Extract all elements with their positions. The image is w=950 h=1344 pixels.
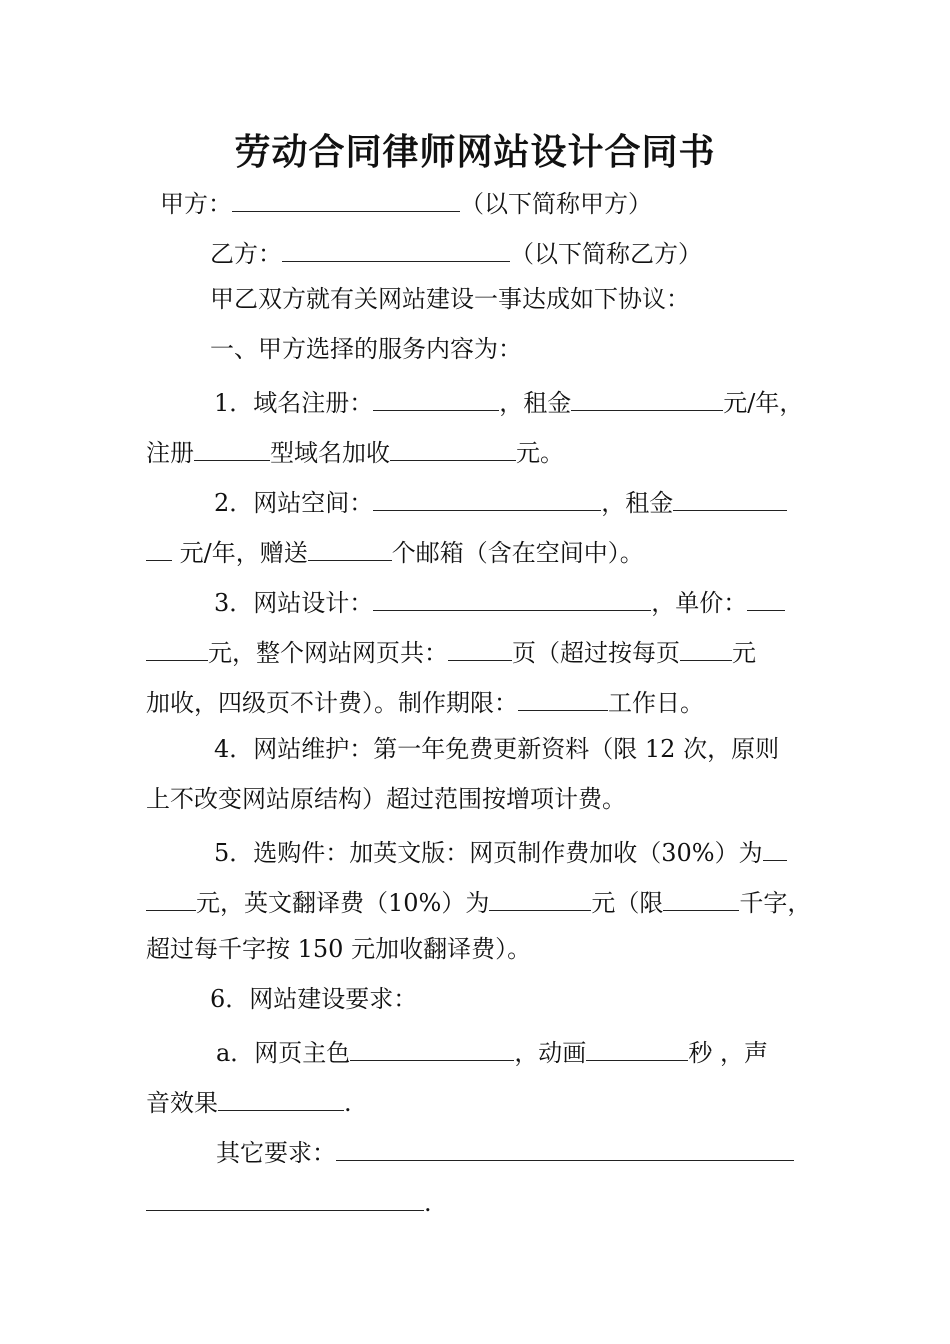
domain-blank[interactable]	[373, 384, 499, 411]
extra-page-price-blank[interactable]	[680, 634, 732, 661]
item1-label: 1．域名注册：	[214, 389, 374, 417]
item6a-end: .	[344, 1089, 352, 1117]
item3-line2	[146, 634, 756, 668]
item2-line1	[214, 484, 787, 518]
main-color-blank[interactable]	[350, 1034, 514, 1061]
document-title: 劳动合同律师网站设计合同书	[234, 131, 716, 173]
item1-register-label: 注册	[146, 439, 194, 467]
item3-extra-label: 页（超过按每页	[512, 639, 680, 667]
item3-line3	[146, 684, 704, 718]
item3-deadline-unit: 工作日。	[608, 689, 704, 717]
translate-fee-blank[interactable]	[489, 884, 591, 911]
item6a-seconds: 秒 ，声	[688, 1039, 768, 1067]
item1-extra-unit: 元。	[516, 439, 564, 467]
item5-limit-label: 元（限	[591, 889, 664, 917]
item5-line1	[214, 834, 787, 868]
item4-line2: 上不改变网站原结构）超过范围按增项计费。	[146, 785, 626, 813]
item3-extra-unit: 元	[732, 639, 756, 667]
item1-line1	[214, 384, 803, 418]
party-b-suffix: （以下简称乙方）	[510, 240, 702, 268]
limit-blank[interactable]	[663, 884, 739, 911]
other-line2	[146, 1184, 432, 1218]
other-label: 其它要求：	[216, 1139, 336, 1167]
item6a-sound-label: 音效果	[146, 1089, 218, 1117]
item6a-color-label: a．网页主色	[216, 1039, 351, 1067]
price-blank[interactable]	[747, 584, 785, 611]
english-fee-blank-cont[interactable]	[146, 884, 196, 911]
mailbox-count-blank[interactable]	[308, 534, 392, 561]
item6-heading: 6．网站建设要求：	[210, 985, 418, 1013]
party-b-label: 乙方：	[210, 240, 282, 268]
other-blank-cont[interactable]	[146, 1184, 424, 1211]
domain-type-blank[interactable]	[194, 434, 270, 461]
item2-mailbox-text: 个邮箱（含在空间中）。	[391, 539, 644, 567]
party-b-blank[interactable]	[282, 235, 510, 262]
item5-translate-label: 元，英文翻译费（10%）为	[196, 889, 490, 917]
domain-extra-blank[interactable]	[390, 434, 516, 461]
item2-line2	[146, 534, 644, 568]
party-a-suffix: （以下简称甲方）	[460, 190, 652, 218]
item2-gift-label: 元/年，赠送	[172, 539, 308, 567]
english-fee-blank[interactable]	[763, 834, 787, 861]
item3-deadline-label: 加收，四级页不计费）。制作期限：	[146, 689, 518, 717]
item5-label: 5．选购件：加英文版：网页制作费加收（30%）为	[214, 839, 763, 867]
item2-label: 2．网站空间：	[214, 489, 374, 517]
animation-blank[interactable]	[586, 1034, 688, 1061]
other-line1	[216, 1134, 794, 1168]
design-blank[interactable]	[373, 584, 651, 611]
item4-line1: 4．网站维护：第一年免费更新资料（限 12 次，原则	[214, 735, 780, 763]
item1-rent-label: ，租金	[499, 389, 572, 417]
space-rent-blank[interactable]	[673, 484, 787, 511]
deadline-blank[interactable]	[518, 684, 608, 711]
other-end: .	[424, 1189, 432, 1217]
item5-limit-unit: 千字，	[739, 889, 812, 917]
item1-unit: 元/年，	[723, 389, 804, 417]
party-a-label: 甲方：	[160, 190, 232, 218]
item1-extra-label: 型域名加收	[270, 439, 390, 467]
party-a-line	[160, 185, 652, 219]
party-b-line	[210, 235, 702, 269]
item6a-line2	[146, 1084, 352, 1118]
item3-pages-label: 元，整个网站网页共：	[208, 639, 448, 667]
domain-rent-blank[interactable]	[571, 384, 723, 411]
space-rent-blank-cont[interactable]	[146, 534, 172, 561]
item3-label: 3．网站设计：	[214, 589, 374, 617]
item6a-line1	[216, 1034, 768, 1068]
item1-line2	[146, 434, 564, 468]
price-blank-cont[interactable]	[146, 634, 208, 661]
item5-line3: 超过每千字按 150 元加收翻译费）。	[146, 935, 532, 963]
space-blank[interactable]	[373, 484, 601, 511]
other-blank[interactable]	[336, 1134, 794, 1161]
party-a-blank[interactable]	[232, 185, 460, 212]
sound-blank[interactable]	[218, 1084, 344, 1111]
item3-line1	[214, 584, 785, 618]
item6a-animation-label: ，动画	[514, 1039, 587, 1067]
item3-price-label: ，单价：	[651, 589, 748, 617]
pages-blank[interactable]	[448, 634, 512, 661]
item5-line2	[146, 884, 811, 918]
section1-heading: 一、甲方选择的服务内容为：	[210, 335, 522, 363]
intro-text: 甲乙双方就有关网站建设一事达成如下协议：	[210, 285, 690, 313]
item2-rent-label: ，租金	[601, 489, 674, 517]
